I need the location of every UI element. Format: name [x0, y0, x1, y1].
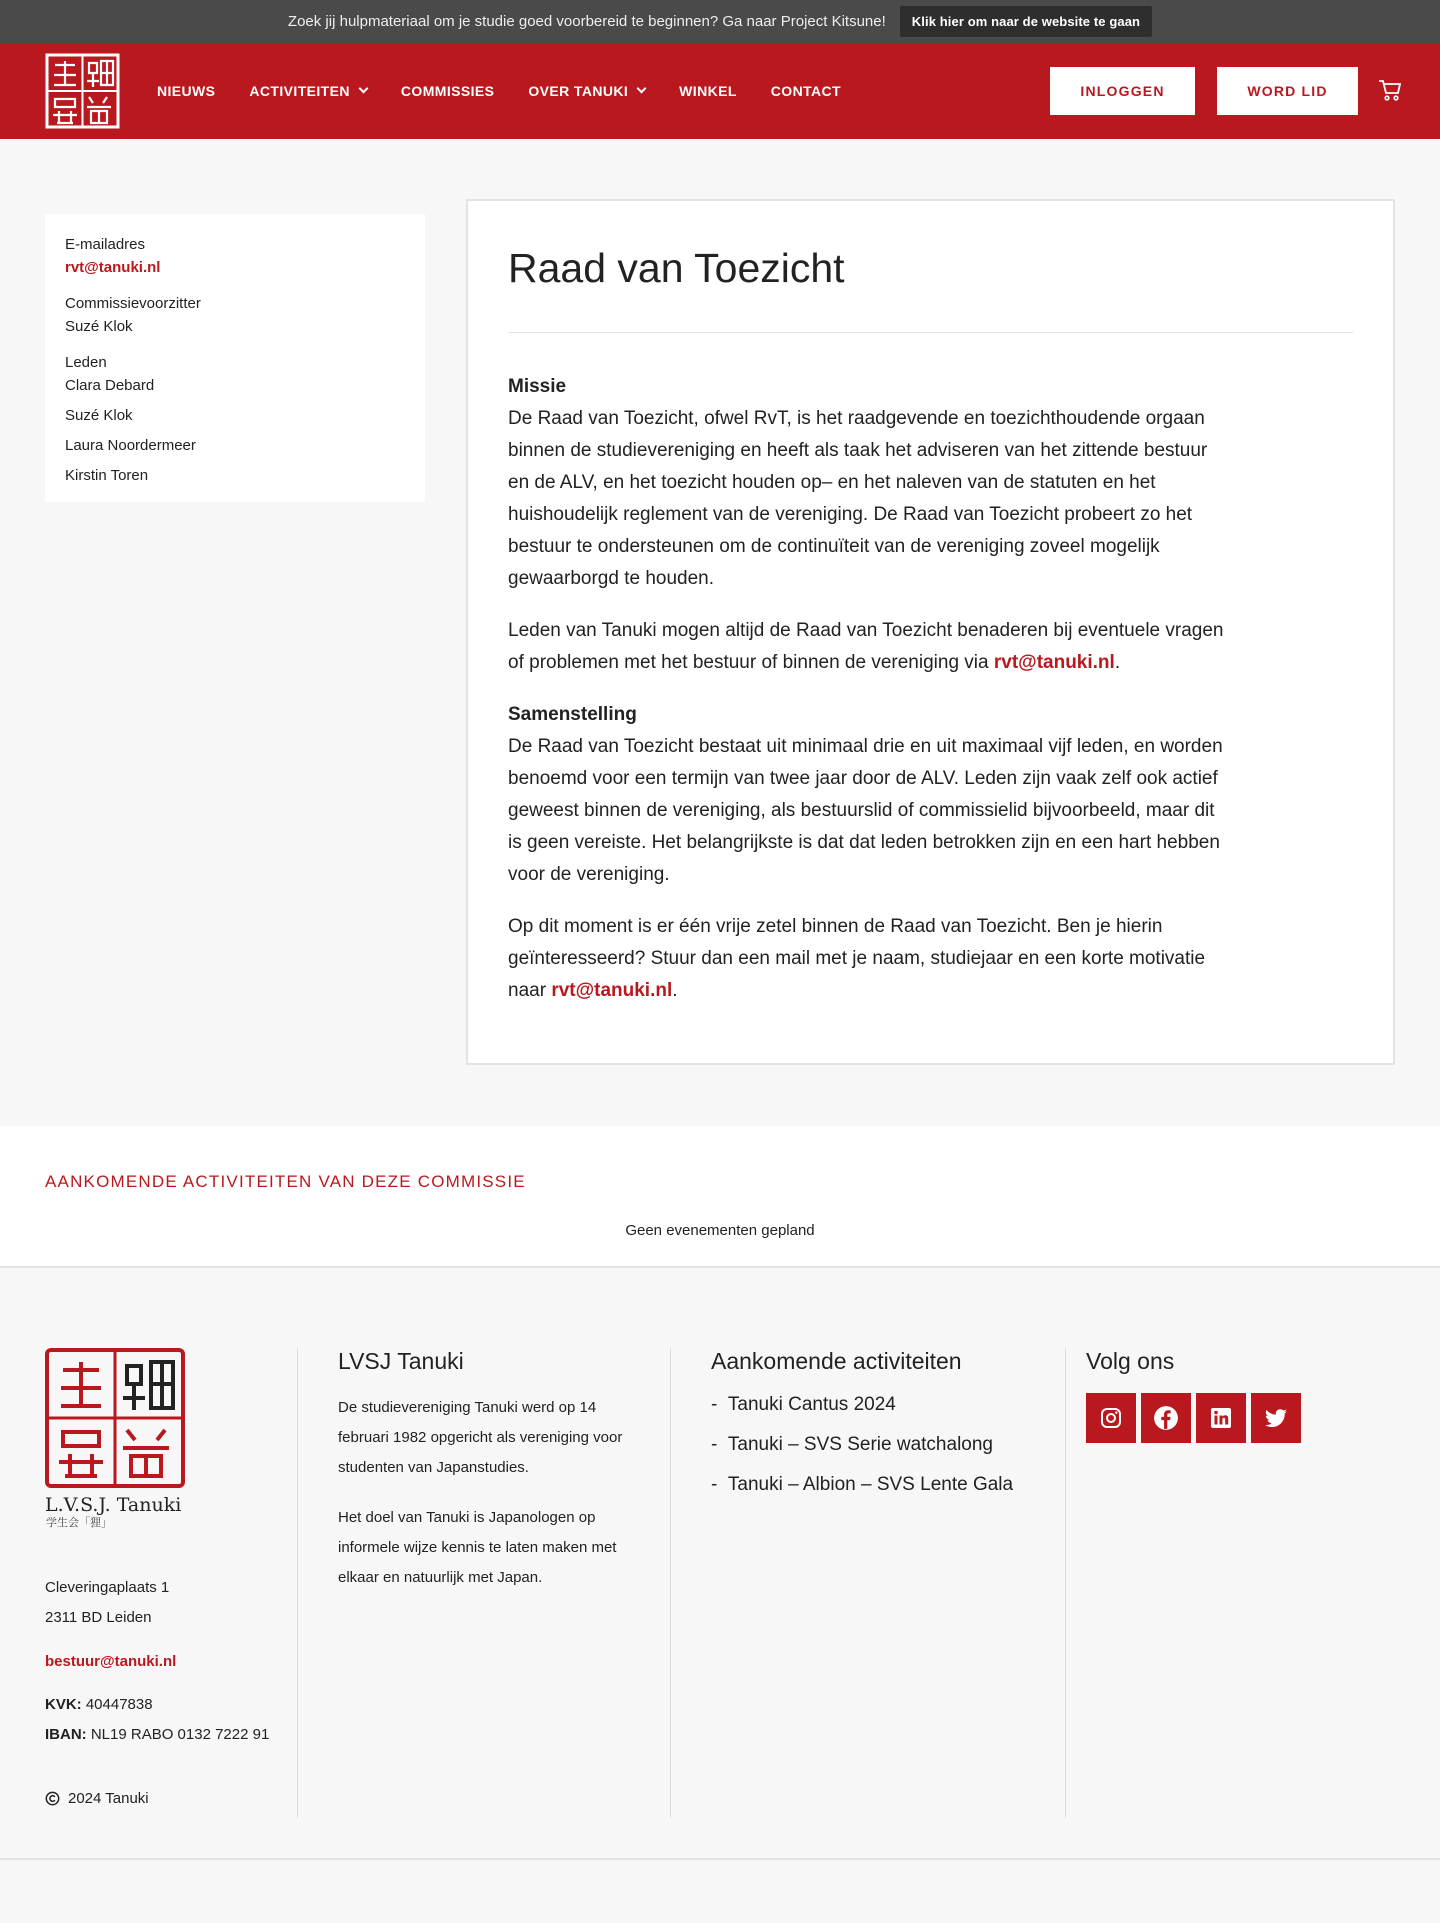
content-text: Missie De Raad van Toezicht, ofwel RvT, is het raadgevende en toezichthoudende orgaan binnen de studievereniging en heeft als taak het adviseren van het zittende bestuur en de ALV, en het toezicht houden op– en het naleven van de statuten en het huishoudelijk reglement van de vereniging. De Raad van Toezicht probeert zo het bestuur te ondersteunen om de continuïteit van de vereniging zoveel mogelijk gewaarborgd te houden. Leden van Tanuki mogen altijd de Raad van Toezicht benaderen bij eventuele vragen of problemen met het bestuur of binnen de vereniging via rvt@tanuki.nl. Samenstelling De Raad van Toezicht bestaat uit minimaal drie en uit maximaal vijf leden, en worden benoemd voor een termijn van twee jaar door de ALV. Leden zijn vaak zelf ook actief geweest binnen de vereniging, als bestuurslid of commissielid bijvoorbeeld, maar dit is geen vereiste. Het belangrijkste is dat dat leden betrokken zijn en een hart hebben voor de vereniging. Op dit moment is er één vrije zetel binnen de Raad van Toezicht. Ben je hierin geïnteresseerd? Stuur dan een mail met je naam, studiejaar en een korte motivatie naar rvt@tanuki.nl. — [508, 376, 1224, 1001]
announcement-text: Zoek jij hulpmateriaal om je studie goed voorbereid te beginnen? Ga naar Project Kitsune! — [287, 13, 886, 30]
main-nav — [157, 43, 841, 139]
project-kitsune-button[interactable]: Klik hier om naar de website te gaan — [900, 6, 1152, 37]
about-title: LVSJ Tanuki — [338, 1348, 464, 1374]
instagram-icon[interactable] — [1086, 1393, 1136, 1443]
nav-item-commissies[interactable]: COMMISSIES — [400, 83, 495, 99]
twitter-icon[interactable] — [1251, 1393, 1301, 1443]
rvt-email-link[interactable]: rvt@tanuki.nl — [551, 980, 673, 1001]
chair-label: Commissievoorzitter — [65, 295, 201, 312]
member-name: Laura Noordermeer — [65, 437, 196, 454]
contact-text: Leden van Tanuki mogen altijd de Raad van Toezicht benaderen bij eventuele vragen of problemen met het bestuur of binnen de vereniging via — [508, 620, 1224, 673]
footer-divider — [297, 1348, 298, 1818]
join-button[interactable]: WORD LID — [1217, 67, 1358, 115]
member-name: Clara Debard — [65, 377, 155, 394]
commission-info-card — [45, 214, 425, 502]
footer-activities-column — [711, 1348, 1051, 1505]
footer-social-column — [1086, 1348, 1406, 1443]
vacancy-text: Op dit moment is er één vrije zetel binnen de Raad van Toezicht. Ben je hierin geïnteresseerd? Stuur dan een mail met je naam, studiejaar en een korte motivatie naar — [508, 916, 1206, 1001]
missie-heading: Missie — [508, 376, 567, 397]
samenstelling-heading: Samenstelling — [508, 704, 637, 725]
login-button[interactable]: INLOGGEN — [1050, 67, 1195, 115]
site-footer — [0, 1268, 1440, 1860]
linkedin-icon[interactable] — [1196, 1393, 1246, 1443]
email-label: E-mailadres — [65, 236, 146, 253]
tanuki-footer-logo — [45, 1348, 185, 1528]
nav-item-over-tanuki[interactable]: OVER TANUKI — [528, 83, 645, 99]
site-header — [0, 43, 1440, 139]
member-name: Kirstin Toren — [65, 467, 149, 484]
footer-about-column — [338, 1348, 638, 1613]
about-text-2: Het doel van Tanuki is Japanologen op informele wijze kennis te laten maken met elkaar en natuurlijk met Japan. — [338, 1509, 617, 1586]
activity-link[interactable]: - Tanuki – SVS Serie watchalong — [711, 1434, 993, 1455]
footer-divider — [670, 1348, 671, 1818]
cart-icon[interactable] — [1378, 78, 1402, 102]
about-text-1: De studievereniging Tanuki werd op 14 februari 1982 opgericht als vereniging voor studenten van Japanstudies. — [338, 1399, 623, 1476]
content-card — [466, 199, 1395, 1065]
main-area — [0, 139, 1440, 1126]
divider — [508, 332, 1353, 333]
rvt-email-link[interactable]: rvt@tanuki.nl — [993, 652, 1115, 673]
copyright-icon — [45, 1791, 60, 1806]
kvk-label: KVK: — [45, 1696, 82, 1713]
chevron-down-icon — [358, 84, 368, 94]
upcoming-activities-section — [0, 1126, 1440, 1268]
chair-name: Suzé Klok — [65, 318, 133, 335]
commission-email-link[interactable]: rvt@tanuki.nl — [65, 259, 161, 276]
address-line-2: 2311 BD Leiden — [45, 1609, 152, 1626]
missie-text: De Raad van Toezicht, ofwel RvT, is het raadgevende en toezichthoudende orgaan binnen de studievereniging en heeft als taak het adviseren van het zittende bestuur en de ALV, en het toezicht houden op– en het naleven van de statuten en het huishoudelijk reglement van de vereniging. De Raad van Toezicht probeert zo het bestuur te ondersteunen om de continuïteit van de vereniging zoveel mogelijk gewaarborgd te houden. — [508, 408, 1208, 589]
copyright-text: 2024 Tanuki — [68, 1790, 149, 1807]
follow-title: Volg ons — [1086, 1348, 1175, 1374]
footer-contact-column — [45, 1348, 295, 1807]
tanuki-logo[interactable] — [45, 53, 120, 129]
kvk-number: 40447838 — [85, 1696, 153, 1713]
board-email-link[interactable]: bestuur@tanuki.nl — [45, 1653, 177, 1670]
nav-item-winkel[interactable]: WINKEL — [679, 83, 737, 99]
footer-logo-text: L.V.S.J. Tanuki — [45, 1494, 182, 1516]
address-line-1: Cleveringaplaats 1 — [45, 1579, 170, 1596]
footer-divider — [1065, 1348, 1066, 1818]
nav-item-contact[interactable]: CONTACT — [770, 83, 841, 99]
footer-logo-subtext: 学生会「狸」 — [46, 1516, 112, 1528]
activity-link[interactable]: - Tanuki Cantus 2024 — [711, 1394, 896, 1415]
nav-item-activiteiten[interactable]: ACTIVITEITEN — [249, 83, 366, 99]
nav-item-nieuws[interactable]: NIEUWS — [157, 83, 216, 99]
members-label: Leden — [65, 354, 107, 371]
samenstelling-text: De Raad van Toezicht bestaat uit minimaal drie en uit maximaal vijf leden, en worden benoemd voor een termijn van twee jaar door de ALV. Leden zijn vaak zelf ook actief geweest binnen de vereniging, als bestuurslid of commissielid bijvoorbeeld, maar dit is geen vereiste. Het belangrijkste is dat dat leden betrokken zijn en een hart hebben voor de vereniging. — [508, 736, 1223, 885]
activity-link[interactable]: - Tanuki – Albion – SVS Lente Gala — [711, 1474, 1014, 1495]
chevron-down-icon — [637, 84, 647, 94]
iban-number: NL19 RABO 0132 7222 91 — [90, 1726, 270, 1743]
activities-title: Aankomende activiteiten — [711, 1348, 962, 1374]
facebook-icon[interactable] — [1141, 1393, 1191, 1443]
iban-label: IBAN: — [45, 1726, 87, 1743]
page-title: Raad van Toezicht — [508, 245, 845, 291]
announcement-bar — [0, 0, 1440, 43]
member-name: Suzé Klok — [65, 407, 133, 424]
upcoming-activities-title: AANKOMENDE ACTIVITEITEN VAN DEZE COMMISSIE — [45, 1172, 526, 1191]
no-events-message: Geen evenementen gepland — [625, 1222, 815, 1239]
